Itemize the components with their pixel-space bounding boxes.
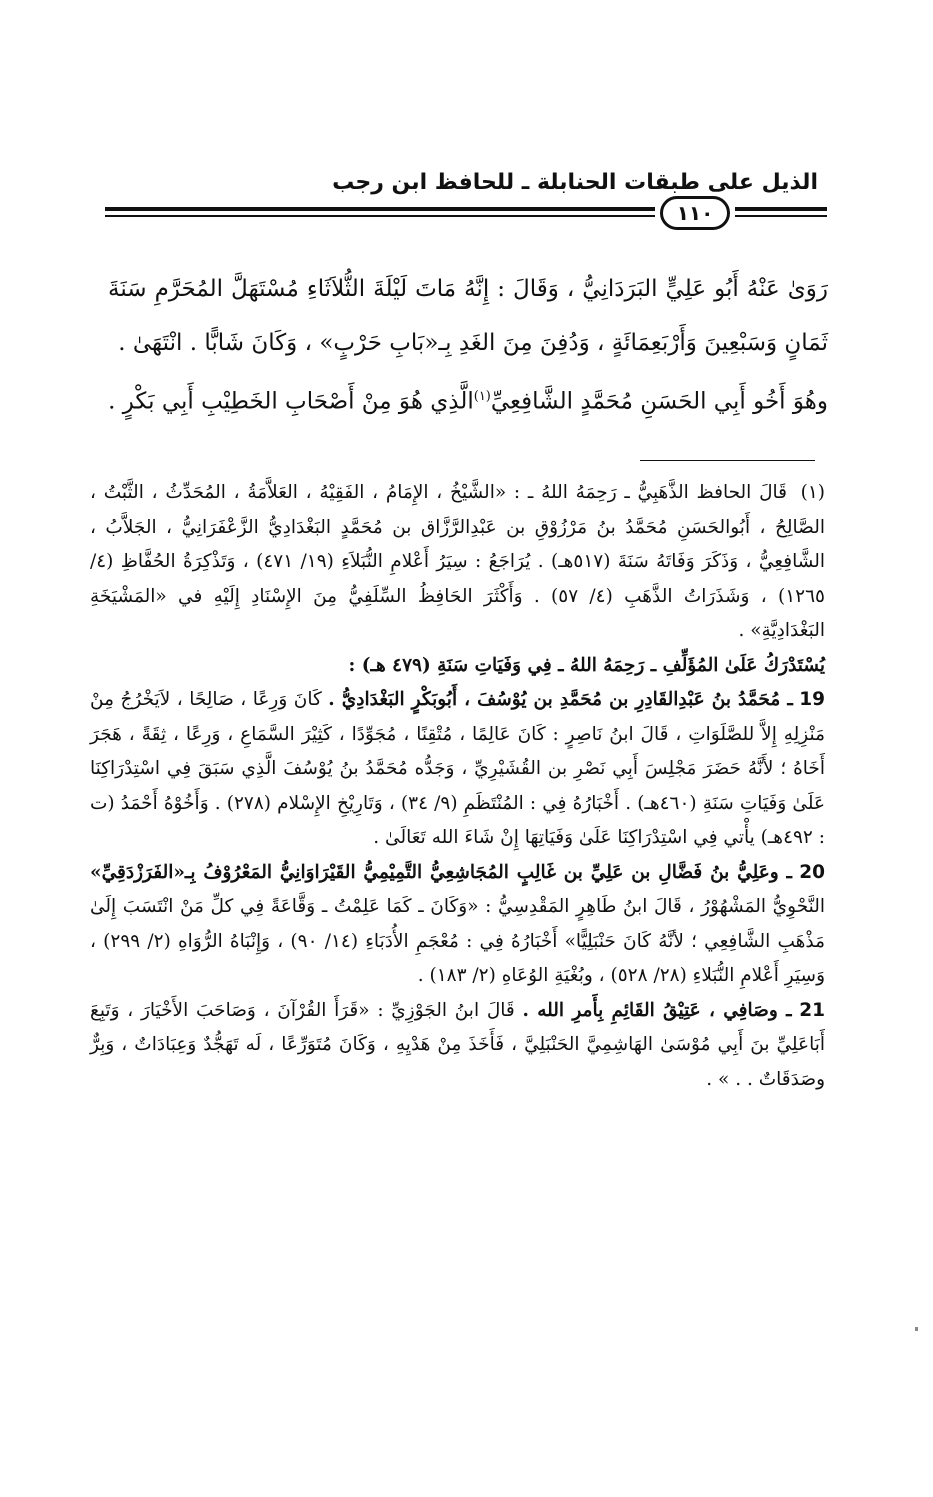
entry-number: 20 xyxy=(799,861,826,883)
main-text xyxy=(108,262,828,429)
header-rule-right-thin xyxy=(735,215,827,217)
footnote-text: قَالَ الحافظ الذَّهَبِيُّ ـ رَحِمَهُ اللهُ ـ : «الشَّيْخُ ، الإِمَامُ ، الفَقِيْهُ ، العَلاَّمَةُ ، المُحَدِّثُ ، الثَّبْتُ ، الصَّالِحُ ، أَبُوالحَسَنِ مُحَمَّدُ بنُ مَرْزُوْقِ بن عَبْدِالرَّزَّاق بن مُحَمَّدٍ البَغْدَادِيُّ الزَّعْفَرَانِيُّ ، الجَلاَّبُ ، الشَّافِعِيُّ ، وَذَكَرَ وَفَاتَهُ سَنَةَ (٥١٧هـ) . يُرَاجَعُ : سِيَرُ أَعْلامِ النُّبَلاَءِ (١٩/ ٤٧١) ، وَتَذْكِرَةُ الحُفَّاظِ (٤/ ١٢٦٥) ، وَشَذَرَاتُ الذَّهَبِ (٤/ ٥٧) . وَأَكْثَرَ الحَافِظُ السِّلَفِيُّ مِنَ الإِسْنَادِ إِلَيْهِ في «المَشْيَخَةِ البَغْدَادِيَّةِ» . xyxy=(90,482,825,641)
scan-speck xyxy=(915,1327,918,1331)
footnote-separator xyxy=(640,460,815,461)
entry-text: كَانَ وَرِعًا ، صَالِحًا ، لاَيَخْرُجُ مِنْ مَنْزِلِهِ إِلاَّ للصَّلَوَاتِ ، قَالَ ابنُ نَاصِرٍ : كَانَ عَالِمًا ، مُتْقِنًا ، مُجَوِّدًا ، كَثِيْرَ السَّمَاعِ ، وَرِعًا ، ثِقَةً ، هَجَرَ أَخَاهُ ؛ لأَنَّهُ حَضَرَ مَجْلِسَ أَبِي نَصْرِ بن القُشَيْرِيِّ ، وَجَدُّه مُحَمَّدُ بنُ يُوْسُفَ الَّذِي سَبَقَ فِي اسْتِدْرَاكِنَا عَلَىٰ وَفَيَاتِ سَنَةِ (٤٦٠هـ) . أَخْبَارُهُ فِي : المُنْتَظَمِ (٩/ ٣٤) ، وَتَارِيْخِ الإِسْلام (٢٧٨) . وَأَخُوْهُ أَحْمَدُ (ت : ٤٩٢هـ) يأْتي فِي اسْتِدْرَاكِنَا عَلَىٰ وَفَيَاتِهَا إِنْ شَاءَ الله تَعَالَىٰ . xyxy=(90,689,826,848)
running-title: الذيل على طبقات الحنابلة ـ للحافظ ابن رجب xyxy=(332,170,818,195)
entry-text: قَالَ ابنُ الجَوْزِيِّ : «قَرَأَ القُرْآنَ ، وَصَاحَبَ الأَخْيَارَ ، وَتَبِعَ أَبَاعَلِيِّ بنَ أَبِي مُوْسَىٰ الهَاشِمِيَّ الحَنْبَلِيَّ ، فَأَخَذَ مِنْ هَدْيِهِ ، وَكَانَ مُتَوَرِّعًا ، لَه تَهَجُّدٌ وَعِبَادَاتٌ ، وَبِرٌّ وصَدَقَاتٌ . . » . xyxy=(90,999,825,1090)
entry-20 xyxy=(90,856,825,994)
main-paragraph-2-tail: الَّذِي هُوَ مِنْ أَصْحَابِ الخَطِيْبِ أَبِي بَكْرٍ . xyxy=(108,388,474,415)
header-rule-right-thick xyxy=(735,207,827,211)
entry-21 xyxy=(90,994,825,1098)
entry-number: 19 xyxy=(799,689,825,710)
entry-lead: ـ وصَافِي ، عَتِيْقُ القَائِمِ بِأَمرِ الله . xyxy=(522,999,792,1021)
page-number: ١١٠ xyxy=(660,196,730,230)
header-rule-left-thick xyxy=(105,207,655,211)
entry-lead: ـ وعَلِيُّ بنُ فَضَّالِ بن عَلِيِّ بن غَالِبٍ المُجَاشِعِيُّ التَّمِيْمِيُّ القَيْرَاوَانِيُّ المَعْرُوْفُ بِـ«الفَرَزْدَقِيِّ» xyxy=(90,861,792,883)
footnote-1 xyxy=(90,476,825,649)
footnote-reference[interactable]: (١) xyxy=(473,389,491,404)
entry-19 xyxy=(90,683,825,856)
entry-lead: ـ مُحَمَّدُ بنُ عَبْدِالقَادِرِ بن مُحَمَّدِ بن يُوْسُفَ ، أَبُوبَكْرٍ البَغْدَادِيُّ . xyxy=(328,689,793,710)
entry-text: النَّحْوِيُّ المَشْهُوْرُ ، قَالَ ابنُ طَاهِرٍ المَقْدِسِيُّ : «وَكَانَ ـ كَمَا عَلِمْتُ ـ وَقَّاعَةً فِي كلِّ مَنْ انْتَسَبَ إِلَىٰ مَذْهَبِ الشَّافِعِي ؛ لأنَّهُ كَانَ حَنْبَلِيًّا» أَخْبَارُهُ فِي : مُعْجَمِ الأُدَبَاءِ (١٤/ ٩٠) ، وَإِنْبَاهُ الرُّوَاهِ (٢/ ٢٩٩) ، وَسِيَرِ أَعْلامِ النُّبَلاءِ (٢٨/ ٥٢٨) ، وبُغْيَةِ الوُعَاهِ (٢/ ١٨٣) . xyxy=(90,896,825,986)
notes-section xyxy=(90,476,825,1097)
main-paragraph-1: رَوَىٰ عَنْهُ أَبُو عَلِيٍّ البَرَدَانِيُّ ، وَقَالَ : إِنَّهُ مَاتَ لَيْلَةَ الثُّلاَثَاءِ مُسْتَهَلَّ المُحَرَّمِ سَنَةَ ثَمَانٍ وَسَبْعِينَ وَأَرْبَعِمَائَةٍ ، وَدُفِنَ مِنَ الغَدِ بِـ«بَابِ حَرْبٍ» ، وَكَانَ شَابًّا . انْتَهَىٰ . xyxy=(108,276,828,356)
main-paragraph-2-text: وهُوَ أَخُو أَبِي الحَسَنِ مُحَمَّدٍ الشَّافِعِيِّ xyxy=(490,388,828,415)
header-rule-left-thin xyxy=(105,215,655,217)
main-paragraph-2 xyxy=(108,370,828,429)
entry-number: 21 xyxy=(799,999,825,1021)
footnote-marker: (١) xyxy=(800,482,825,503)
appendix-heading: يُسْتَدْرَكُ عَلَىٰ المُؤَلِّفِ ـ رَحِمَهُ اللهُ ـ فِي وَفَيَاتِ سَنَةِ (٤٧٩ هـ) : xyxy=(348,654,825,676)
